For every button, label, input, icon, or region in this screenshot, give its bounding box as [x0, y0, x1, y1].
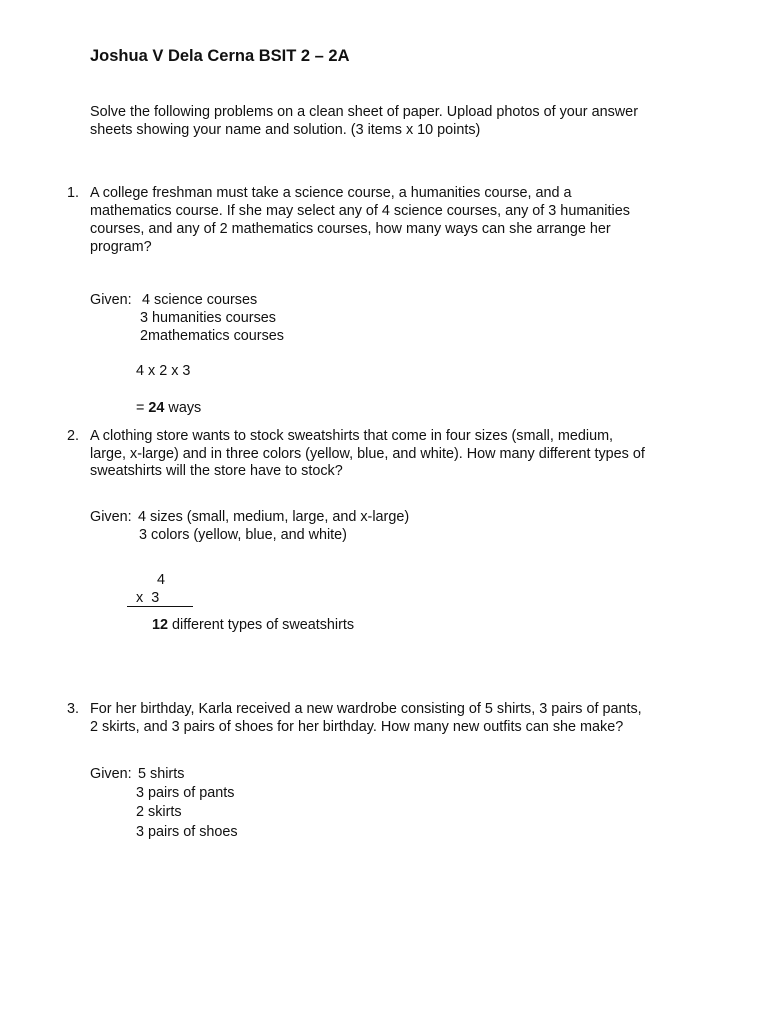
page-title: Joshua V Dela Cerna BSIT 2 – 2A — [90, 47, 350, 65]
problem-1-answer-value: 24 — [148, 400, 165, 416]
problem-1-answer-suffix: ways — [164, 400, 202, 416]
instructions-line-1: Solve the following problems on a clean sheet of paper. Upload photos of your answer — [90, 104, 638, 120]
problem-1-given-item: 2mathematics courses — [140, 328, 284, 344]
problem-1-given-item: 3 humanities courses — [140, 310, 276, 326]
problem-1-number: 1. — [67, 185, 80, 201]
problem-3-given-item: 5 shirts — [138, 766, 185, 782]
problem-2-calc-rule — [127, 606, 193, 607]
problem-3-given-label: Given: — [90, 766, 132, 782]
problem-1-expression: 4 x 2 x 3 — [136, 363, 191, 379]
problem-2-calc-top: 4 — [157, 572, 166, 588]
problem-2-answer-value: 12 — [152, 617, 169, 633]
problem-2-calc-operator: x 3 — [136, 590, 160, 606]
problem-1-answer — [136, 399, 201, 417]
problem-1-given-item: 4 science courses — [142, 292, 258, 308]
problem-3-number: 3. — [67, 701, 80, 717]
problem-2-text-line: A clothing store wants to stock sweatshirts that come in four sizes (small, medium, — [90, 428, 614, 444]
problem-1-text-line: courses, and any of 2 mathematics courses, how many ways can she arrange her — [90, 221, 611, 237]
instructions-line-2: sheets showing your name and solution. (3 items x 10 points) — [90, 122, 481, 138]
problem-2-given-label: Given: — [90, 509, 132, 525]
problem-1-given-label: Given: — [90, 292, 132, 308]
problem-3-given-item: 2 skirts — [136, 804, 182, 820]
problem-1-text-line: mathematics course. If she may select any of 4 science courses, any of 3 humanities — [90, 203, 630, 219]
problem-2-number: 2. — [67, 428, 80, 444]
problem-1-text-line: A college freshman must take a science course, a humanities course, and a — [90, 185, 572, 201]
problem-2-given-item: 3 colors (yellow, blue, and white) — [139, 527, 347, 543]
problem-2-text-line: sweatshirts will the store have to stock? — [90, 463, 343, 479]
problem-2-answer — [152, 616, 354, 634]
problem-1-text-line: program? — [90, 239, 152, 255]
problem-3-given-item: 3 pairs of shoes — [136, 824, 238, 840]
problem-2-answer-suffix: different types of sweatshirts — [168, 617, 355, 633]
problem-3-given-item: 3 pairs of pants — [136, 785, 235, 801]
problem-2-text-line: large, x-large) and in three colors (yellow, blue, and white). How many different types of — [90, 446, 645, 462]
problem-2-given-item: 4 sizes (small, medium, large, and x-large) — [138, 509, 410, 525]
problem-1-answer-prefix: = — [136, 400, 149, 416]
problem-3-text-line: 2 skirts, and 3 pairs of shoes for her birthday. How many new outfits can she make? — [90, 719, 624, 735]
problem-3-text-line: For her birthday, Karla received a new wardrobe consisting of 5 shirts, 3 pairs of pants, — [90, 701, 642, 717]
